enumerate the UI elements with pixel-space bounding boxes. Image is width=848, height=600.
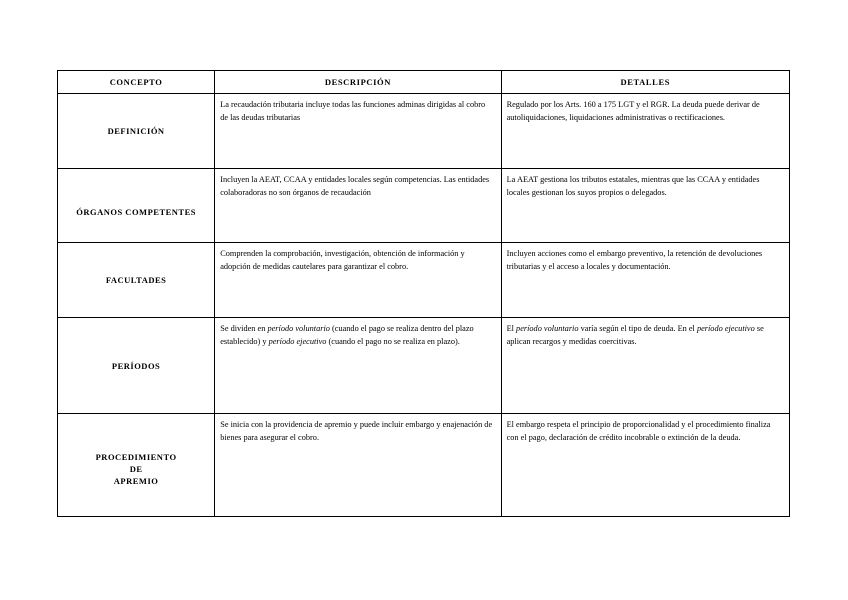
table-row-facultades (58, 243, 790, 318)
concept-line: APREMIO (113, 476, 159, 486)
italic-term: período voluntario (516, 324, 579, 333)
italic-term: período ejecutivo (696, 324, 755, 333)
text-span: se aplican recargos y medidas coercitivas. (506, 324, 764, 346)
concept-cell: PERÍODOS (58, 318, 215, 414)
table-body (58, 94, 790, 517)
description-cell: La recaudación tributaria incluye todas las funciones adminas dirigidas al cobro de las deudas tributarias (215, 94, 501, 169)
table-row-procedimiento (58, 414, 790, 517)
italic-term: período voluntario (267, 324, 330, 333)
text-span: varía según el tipo de deuda. En el (578, 324, 697, 333)
concept-line: PROCEDIMIENTO (95, 452, 177, 462)
text-span: El (506, 324, 517, 333)
table-row-definicion (58, 94, 790, 169)
header-descripcion: DESCRIPCIÓN (215, 71, 501, 94)
description-cell: Incluyen la AEAT, CCAA y entidades locales según competencias. Las entidades colaboradoras no son órganos de recaudación (215, 169, 501, 243)
concept-line: DE (129, 464, 143, 474)
header-detalles: DETALLES (501, 71, 789, 94)
header-row (58, 71, 790, 94)
details-cell: Regulado por los Arts. 160 a 175 LGT y el RGR. La deuda puede derivar de autoliquidaciones, liquidaciones administrativas o rectificaciones. (501, 94, 789, 169)
concept-cell: FACULTADES (58, 243, 215, 318)
header-concepto: CONCEPTO (58, 71, 215, 94)
details-cell (501, 318, 789, 414)
summary-table (57, 70, 790, 517)
text-span: (cuando el pago se realiza dentro del plazo establecido) y (220, 324, 474, 346)
details-cell: El embargo respeta el principio de proporcionalidad y el procedimiento finaliza con el pago, declaración de crédito incobrable o extinción de la deuda. (501, 414, 789, 517)
concept-cell (58, 414, 215, 517)
details-cell: La AEAT gestiona los tributos estatales, mientras que las CCAA y entidades locales gestionan los suyos propios o delegados. (501, 169, 789, 243)
italic-term: período ejecutivo (268, 336, 327, 346)
description-cell: Se inicia con la providencia de apremio y puede incluir embargo y enajenación de bienes para asegurar el cobro. (215, 414, 501, 517)
table-header (58, 71, 790, 94)
text-span: Se dividen en (220, 324, 268, 333)
table-row-periodos (58, 318, 790, 414)
table-row-organos (58, 169, 790, 243)
concept-cell: DEFINICIÓN (58, 94, 215, 169)
description-cell: Comprenden la comprobación, investigación, obtención de información y adopción de medidas cautelares para garantizar el cobro. (215, 243, 501, 318)
description-cell (215, 318, 501, 414)
concept-cell: ÓRGANOS COMPETENTES (58, 169, 215, 243)
details-cell: Incluyen acciones como el embargo preventivo, la retención de devoluciones tributarias y el acceso a locales y documentación. (501, 243, 789, 318)
text-span: (cuando el pago no se realiza en plazo). (326, 336, 460, 346)
